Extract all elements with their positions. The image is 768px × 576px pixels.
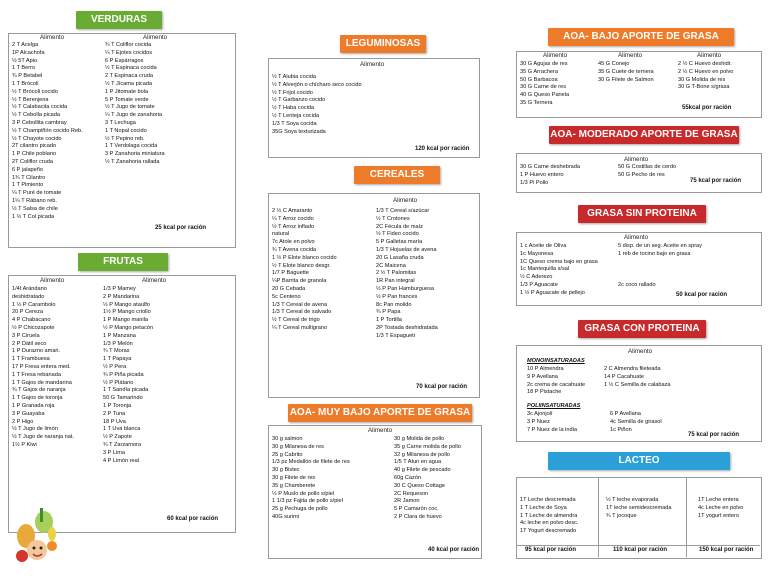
- lacteo-list-3: [698, 497, 743, 520]
- lacteo-footer-line: [516, 545, 760, 546]
- poliinsaturadas-subtitle: POLIINSATURADAS: [527, 403, 581, 409]
- food-item: ½ P Plátano: [103, 379, 134, 386]
- food-item: 2 ½ C Huevo en polvo: [678, 68, 734, 75]
- leguminosas-list: [272, 74, 362, 136]
- food-item: 1 T Uva blanca: [103, 426, 141, 433]
- food-item: 1 ½ T Col picada: [12, 213, 55, 220]
- food-item: 1c Mantequilla s/sal: [520, 266, 570, 273]
- monoinsaturadas-list-2: [604, 366, 671, 389]
- food-item: 4c leche en polvo desc.: [520, 520, 579, 527]
- food-item: 2c coco rallado: [618, 281, 656, 288]
- food-item: 1/3 P Mamey: [103, 286, 136, 292]
- food-item: 30 G Carne deshebrada: [520, 164, 581, 170]
- food-item: ½ T Arroz inflado: [272, 223, 315, 230]
- food-item: 20 G Lasaña cruda: [376, 254, 424, 261]
- food-item: 30 G Agujas de res: [520, 61, 568, 67]
- food-item: 3 P Ciruela: [12, 332, 40, 339]
- food-item: 1 T Gajos de toronja: [12, 395, 63, 402]
- food-item: 20 G Cebada: [272, 285, 306, 292]
- food-item: 3 P Zanahoria miniatura: [105, 151, 165, 158]
- verduras-title: VERDURAS: [76, 11, 162, 29]
- food-item: ¾ P Betabel: [12, 73, 43, 80]
- food-item: ½ T Champiñón cocido Reb.: [12, 127, 83, 134]
- aoa-muy-bajo-title: AOA- MUY BAJO APORTE DE GRASA: [288, 404, 472, 422]
- food-item: 30 G Filete de Salmon: [598, 76, 654, 83]
- food-item: 1½ P Kiwi: [12, 441, 37, 448]
- verduras-col-header-1: Alimento: [40, 34, 65, 41]
- cereales-col-header: Alimento: [393, 197, 418, 204]
- food-item: ½ T Berenjena: [12, 96, 49, 103]
- food-item: 35 g Carne molida de pollo: [394, 443, 461, 450]
- food-item: 9 P Avellana: [527, 373, 558, 380]
- lacteo-title: LACTEO: [548, 452, 730, 470]
- food-item: 1 T Gajos de mandarina: [12, 379, 72, 386]
- food-item: ¾ T jocoque: [606, 512, 637, 519]
- grasa-sin-proteina-kcal: 50 kcal por ración: [676, 292, 728, 298]
- food-item: 1 T Pimiento: [12, 182, 44, 189]
- food-item: ½ C Aderezo: [520, 274, 553, 281]
- food-item: ½ T Jícama picada: [105, 80, 153, 87]
- grasa-sin-proteina-list-2: [618, 243, 702, 290]
- food-item: 2 P Higo: [12, 418, 34, 425]
- food-item: ½ T Jugo de tomate: [105, 104, 155, 111]
- grasa-con-proteina-title: GRASA CON PROTEINA: [578, 320, 706, 338]
- food-item: ¼ T Jugo de zanahoria: [105, 112, 163, 119]
- food-item: 1/5 T Atun en agua: [394, 459, 442, 466]
- food-item: 30 g Filete de res: [272, 474, 316, 481]
- food-item: 1 T Verdolaga cocida: [105, 143, 158, 150]
- grasa-con-proteina-kcal: 75 kcal por ración: [688, 432, 740, 438]
- food-item: 7 P Nuez de la india: [527, 426, 577, 433]
- frutas-list-1: [12, 286, 74, 450]
- aoa-bajo-title: AOA- BAJO APORTE DE GRASA: [548, 28, 734, 46]
- food-item: 40 G Queso Panela: [520, 92, 570, 99]
- food-item: 1 P Granada roja: [12, 402, 55, 409]
- food-item: ½ P Mango petacón: [103, 324, 153, 331]
- food-item: 1P Alcachofa: [12, 49, 45, 56]
- food-item: ½ P Pan Hamburguesa: [376, 285, 435, 292]
- aoa-muy-bajo-list-2: [394, 436, 461, 522]
- food-item: 35 g Chamberete: [272, 482, 316, 489]
- food-item: 1/4t Arándano: [12, 286, 47, 292]
- food-item: 18 P Uva: [103, 418, 126, 425]
- food-item: ¼ T Cereal multigrano: [272, 324, 328, 331]
- food-item: 5 disp. de un seg. Aceite en spray: [618, 243, 702, 249]
- cereales-list-1: [272, 208, 337, 333]
- verduras-kcal: 25 kcal por ración: [155, 225, 207, 231]
- food-item: 50 G Costillas de cerdo: [618, 164, 677, 170]
- food-item: 1/3 T Cereal de avena: [272, 301, 328, 308]
- food-item: 1 T Berro: [12, 65, 36, 72]
- food-item: 30 g Molida de pollo: [394, 436, 445, 442]
- food-item: ½ T Alubia cocida: [272, 74, 316, 80]
- cereales-kcal: 70 kcal por ración: [416, 384, 468, 390]
- food-item: ½ T Frijol cocido: [272, 89, 313, 96]
- aoa-moderado-title: AOA- MODERADO APORTE DE GRASA: [549, 126, 739, 144]
- food-item: 1T leche semidescremada: [606, 504, 672, 511]
- lacteo-kcal-1: 95 kcal por ración: [525, 547, 577, 553]
- food-item: 8c Pan molido: [376, 301, 412, 308]
- food-item: 1½ P Mango criollo: [103, 309, 151, 316]
- food-item: 10 P Almendra: [527, 366, 564, 372]
- verduras-col-header-2: Alimento: [143, 34, 168, 41]
- food-item: 32 g Milanesa de pollo: [394, 451, 450, 458]
- food-item: 4 P Chabacano: [12, 317, 51, 324]
- food-item: 1 P Huevo entero: [520, 171, 564, 178]
- frutas-title: FRUTAS: [78, 253, 168, 271]
- food-item: 2P Tostada deshidratada: [376, 324, 438, 331]
- leguminosas-col-header: Alimento: [360, 61, 385, 68]
- food-item: ½ T Alverjón o chícharo seco cocido: [272, 81, 362, 88]
- food-item: 1T Leche entera: [698, 497, 739, 503]
- food-item: ½ P Pan frances: [376, 293, 418, 300]
- food-item: ¾ T Zarzamora: [103, 441, 142, 448]
- food-item: ¾ T Gajos de naranja: [12, 387, 66, 394]
- food-item: 5 P Camarón coc.: [394, 506, 439, 513]
- food-item: 1T Leche descremada: [520, 497, 576, 503]
- food-item: ½ T leche evaporada: [606, 497, 659, 503]
- food-item: ½ P Chicozapote: [12, 324, 55, 331]
- food-item: 2 ½ C Amaranto: [272, 208, 313, 214]
- aoa-muy-bajo-list-1: [272, 436, 350, 522]
- food-item: 1T yogurt entero: [698, 512, 739, 519]
- food-item: 30 G T-Bone s/grasa: [678, 84, 730, 91]
- food-item: 1 P Toronja: [103, 402, 132, 409]
- food-item: 1 T Nopal cocido: [105, 127, 147, 134]
- food-item: ½ T Zanahoria rallada: [105, 158, 160, 165]
- aoa-moderado-col-header: Alimento: [624, 156, 649, 163]
- kid-fruit-illustration: [14, 496, 60, 566]
- food-item: 1/3 Pi Pollo: [520, 179, 549, 186]
- food-item: ½ T Calabacita cocida: [12, 104, 68, 111]
- food-item: 35 G Arrachera: [520, 68, 558, 75]
- aoa-bajo-list-2: [598, 61, 654, 84]
- grasa-con-proteina-col-header: Alimento: [628, 348, 653, 355]
- aoa-bajo-col-header-2: Alimento: [618, 52, 643, 59]
- food-item: ½ T Jugo de naranja nat.: [12, 434, 74, 441]
- food-item: 18 P Pistache: [527, 389, 562, 396]
- food-item: ½ T Cebolla picada: [12, 112, 60, 119]
- food-item: 1 ½ P Elote blanco cocido: [272, 254, 337, 261]
- food-item: 2R Jamon: [394, 498, 420, 505]
- food-item: 3 P Nuez: [527, 418, 550, 425]
- poliinsaturadas-list-2: [610, 411, 662, 434]
- food-item: 6 P Espárragos: [105, 57, 144, 64]
- food-item: 17 P Fresa entera med.: [12, 363, 71, 370]
- food-item: 1/3 T Hojuelas de avena: [376, 246, 437, 253]
- food-item: ½ T Crotones: [376, 215, 410, 222]
- food-item: 4c Semilla de girasol: [610, 418, 662, 425]
- lacteo-kcal-3: 150 kcal por ración: [699, 547, 754, 553]
- aoa-bajo-list-3: [678, 61, 733, 92]
- food-item: 1¼ T Rábano reb.: [12, 197, 57, 204]
- food-item: ½ T Lenteja cocida: [272, 112, 320, 119]
- food-item: ½ T Chayote cocido: [12, 135, 62, 142]
- food-item: ¾ T Moras: [103, 348, 130, 355]
- food-item: ¼ T Arroz cocido: [272, 215, 314, 222]
- food-item: 3 P Cebollita cambray: [12, 119, 67, 126]
- food-item: 50 G Pecho de res: [618, 171, 665, 178]
- lacteo-list-1: [520, 497, 578, 536]
- food-item: 50 G Tamarindo: [103, 395, 143, 402]
- verduras-list-1: [12, 42, 83, 221]
- food-item: ½ T Garbanzo cocido: [272, 97, 326, 104]
- food-item: 1 P Durazno amari.: [12, 348, 61, 355]
- food-item: [618, 274, 702, 282]
- food-item: 6 P jalapeño: [12, 166, 44, 173]
- food-item: 20 P Cereza: [12, 309, 43, 316]
- food-item: 1/3 T Cereal s/azúcar: [376, 208, 430, 214]
- verduras-list-2: [105, 42, 165, 167]
- food-item: 2 P Dátil seco: [12, 340, 47, 347]
- food-item: ½ P Pera: [103, 363, 127, 370]
- food-item: 1 ½ C Semilla de calabaza: [604, 381, 671, 388]
- food-item: 1 T Fresa rebanada: [12, 371, 61, 378]
- food-item: 1 reb de tocino bajo en grasa: [618, 250, 691, 257]
- food-item: [618, 266, 702, 274]
- food-item: 6 P Avellana: [610, 411, 641, 417]
- food-item: ¾ T Avena cocida: [272, 246, 317, 253]
- food-item: 4c Leche en polvo: [698, 504, 744, 511]
- food-item: 2T cilantro picado: [12, 143, 57, 150]
- food-item: 2 T Espinaca cruda: [105, 73, 153, 80]
- frutas-list-2: [103, 286, 153, 465]
- grasa-sin-proteina-col-header: Alimento: [624, 234, 649, 241]
- cereales-list-2: [376, 208, 438, 341]
- cereales-title: CEREALES: [354, 166, 440, 184]
- food-item: 1/3 T Cereal de salvado: [272, 309, 332, 316]
- food-item: 1 P Manzana: [103, 332, 136, 339]
- monoinsaturadas-list-1: [527, 366, 585, 397]
- food-item: 1 P Mango manila: [103, 317, 148, 324]
- food-item: ½ 5T Apio: [12, 57, 38, 64]
- frutas-kcal: 60 kcal por ración: [167, 516, 219, 522]
- food-item: 1c Mayonesa: [520, 250, 554, 257]
- food-item: 2 P Mandarina: [103, 293, 140, 300]
- food-item: deshidratado: [12, 293, 45, 300]
- food-item: 2C Maicena: [376, 262, 406, 269]
- food-item: 1/7 P Baguette: [272, 270, 309, 277]
- lacteo-kcal-2: 110 kcal por ración: [613, 547, 668, 553]
- monoinsaturadas-subtitle: MONOINSATURADAS: [527, 358, 585, 364]
- food-item: 60g Cazón: [394, 474, 422, 481]
- food-item: 1¾ T Cilantro: [12, 174, 46, 181]
- food-item: 1/3 pz Medallón de filete de res: [272, 459, 350, 466]
- food-item: 1 T Frambuesa: [12, 356, 50, 363]
- aoa-muy-bajo-col-header: Alimento: [368, 427, 393, 434]
- food-item: 1 T Leche de almendra: [520, 512, 578, 519]
- leguminosas-kcal: 120 kcal por ración: [415, 146, 470, 152]
- food-item: 1C Queso crema bajo en grasa: [520, 258, 598, 265]
- food-item: 1/3 T Soya cocida: [272, 120, 317, 127]
- poliinsaturadas-list-1: [527, 411, 577, 434]
- food-item: 50 G Barbacoa: [520, 76, 558, 83]
- food-item: 5 P Tomate verde: [105, 96, 149, 103]
- food-item: [618, 259, 702, 267]
- food-item: ½ T Elote blanco desgr.: [272, 262, 331, 269]
- frutas-col-header-2: Alimento: [142, 277, 167, 284]
- food-item: 1R Pan integral: [376, 278, 415, 285]
- leguminosas-title: LEGUMINOSAS: [340, 35, 426, 53]
- food-item: natural: [272, 231, 290, 238]
- aoa-bajo-list-1: [520, 61, 569, 108]
- food-item: 1/3 P Melón: [103, 340, 133, 347]
- grasa-sin-proteina-list-1: [520, 243, 598, 298]
- food-item: 2 C Almendra fileteada: [604, 366, 661, 372]
- food-item: ½ T Espinaca cocida: [105, 65, 157, 72]
- food-item: ¼ T Ejotes cocidos: [105, 49, 153, 56]
- food-item: 2C Fécula de maíz: [376, 223, 423, 230]
- food-item: 30 g salmon: [272, 436, 303, 442]
- food-item: 30 G Molida de res: [678, 76, 726, 83]
- food-item: 7c Atole en polvo: [272, 239, 315, 246]
- food-item: 1c Piñon: [610, 426, 632, 433]
- food-item: ½ P Mango ataulfo: [103, 301, 150, 308]
- food-item: 1T Yogurt descremado: [520, 528, 577, 535]
- aoa-bajo-col-header-3: Alimento: [697, 52, 722, 59]
- food-item: 2 ½ C Huevo deshidr.: [678, 61, 732, 67]
- food-item: 2 P Clara de huevo: [394, 513, 442, 520]
- food-item: 1 P Chile poblano: [12, 151, 57, 158]
- food-item: 1 ½ P Carambolo: [12, 301, 56, 308]
- grasa-sin-proteina-title: GRASA SIN PROTEINA: [578, 205, 706, 223]
- food-item: 25 g Pechuga de pollo: [272, 506, 328, 513]
- aoa-bajo-kcal: 55kcal por ración: [682, 105, 732, 111]
- food-item: 3 T Lechuga: [105, 119, 136, 126]
- food-item: ½ T Brócoli cocido: [12, 88, 58, 95]
- food-item: ½ P Muslo de pollo s/piel: [272, 490, 335, 497]
- food-item: 1 P Jitomate bola: [105, 88, 149, 95]
- food-item: ¼ T Puré de tomate: [12, 190, 62, 197]
- aoa-muy-bajo-kcal: 40 kcal por ración: [428, 547, 480, 553]
- food-item: 1 T Sandía picada: [103, 387, 149, 394]
- food-item: 2c crema de cacahuate: [527, 381, 586, 388]
- food-item: 30 g Milanesa de res: [272, 443, 324, 450]
- food-item: 35 G Cuete de ternera: [598, 68, 654, 75]
- food-item: 5 P Galletas maría: [376, 239, 423, 246]
- food-item: ½ T Salsa de chile: [12, 205, 58, 212]
- food-item: 3 P Lima: [103, 449, 125, 456]
- food-item: 35G Soya texturizada: [272, 128, 326, 135]
- food-item: 2 T Acelga: [12, 42, 39, 48]
- food-item: 3c Ajonjolí: [527, 411, 553, 417]
- food-item: 45 G Conejo: [598, 61, 630, 67]
- food-item: ½ T Cereal de trigo: [272, 317, 320, 324]
- aoa-bajo-col-header-1: Alimento: [543, 52, 568, 59]
- food-item: 1/3 P Aguacate: [520, 281, 558, 288]
- food-item: ¾ P Papa: [376, 309, 401, 316]
- aoa-moderado-list-2: [618, 164, 676, 180]
- food-item: 30 C Queso Cottage: [394, 482, 445, 489]
- food-item: 30 g Bistec: [272, 467, 300, 474]
- food-item: 35 G Ternera: [520, 99, 553, 106]
- food-item: ½ T Pepino reb.: [105, 135, 145, 142]
- food-item: ½ T Haba cocida: [272, 105, 315, 112]
- aoa-moderado-kcal: 75 kcal por ración: [690, 178, 742, 184]
- food-item: ½ T Fideo cocido: [376, 231, 419, 238]
- food-item: 1 ½ P Aguacate de pellejo: [520, 289, 585, 296]
- food-item: 2 P Tuna: [103, 410, 126, 417]
- food-item: 40G surimi: [272, 513, 300, 520]
- food-item: 1 T Papaya: [103, 356, 132, 363]
- food-item: 1 c Aceite de Oliva: [520, 243, 567, 249]
- food-item: 1/3 T Espagueti: [376, 332, 415, 339]
- food-item: 2C Requeson: [394, 490, 429, 497]
- food-item: 5c Centeno: [272, 293, 301, 300]
- food-item: 1 P Tortilla: [376, 317, 402, 324]
- food-item: 4 P Limón real: [103, 457, 139, 464]
- food-item: 30 G Carne de res: [520, 84, 567, 91]
- food-item: ¼P Barrita de granola: [272, 278, 327, 285]
- lacteo-list-2: [606, 497, 672, 520]
- food-item: 2 ½ T Palomitas: [376, 270, 417, 277]
- food-item: 2T Coliflor cruda: [12, 158, 53, 165]
- food-item: 3 P Guayaba: [12, 410, 45, 417]
- food-item: 1 T Brócoli: [12, 80, 39, 87]
- food-item: ¾ T Coliflor cocida: [105, 42, 152, 48]
- food-item: 25 g Cabrito: [272, 451, 303, 458]
- food-item: ½ T Jugo de limón: [12, 426, 58, 433]
- food-item: 1 T Leche de Soya: [520, 504, 567, 511]
- food-item: 40 g Filete de pescado: [394, 467, 451, 474]
- aoa-moderado-list-1: [520, 164, 580, 187]
- food-item: 1 1/3 pz Fajita de pollo s/piel: [272, 498, 343, 505]
- frutas-col-header-1: Alimento: [40, 277, 65, 284]
- food-item: 14 P Cacahuate: [604, 373, 645, 380]
- food-item: ¾ P Piña picada: [103, 371, 144, 378]
- food-item: ½ P Zapote: [103, 434, 132, 441]
